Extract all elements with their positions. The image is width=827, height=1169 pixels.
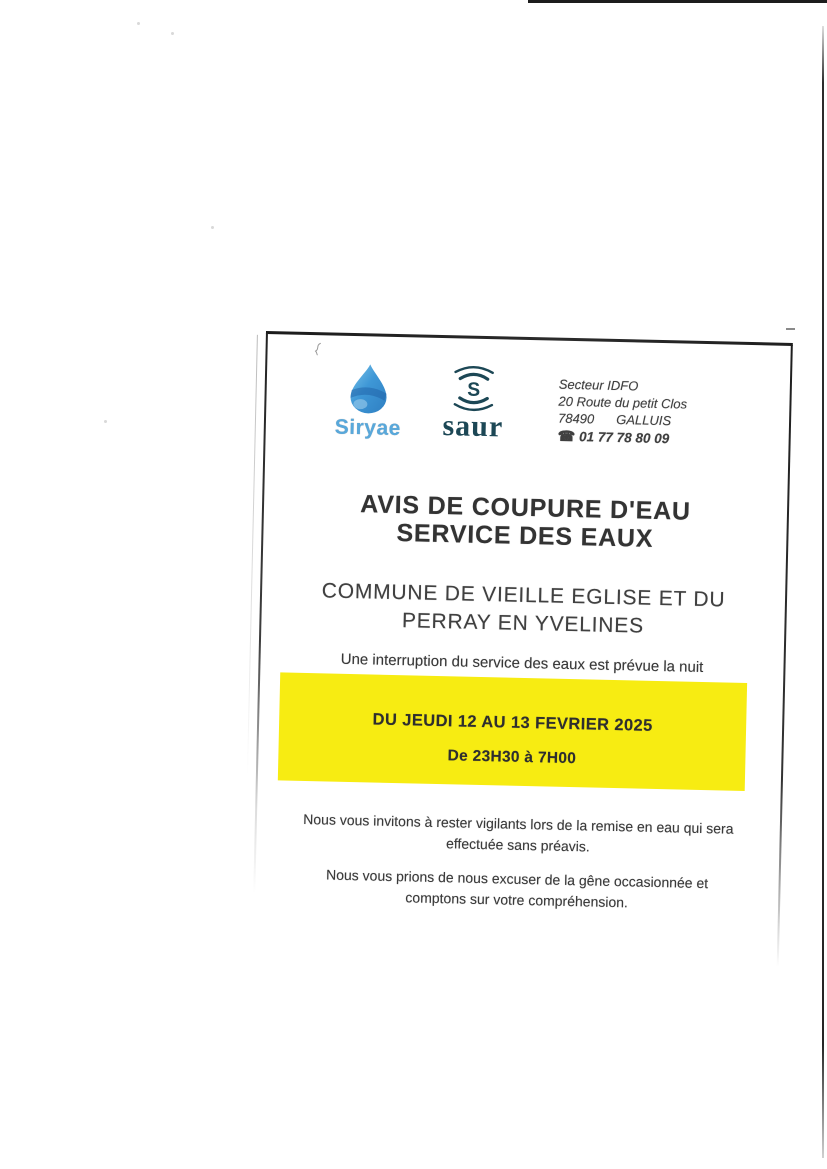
scan-artifact-mark (313, 342, 322, 356)
scanner-right-line (822, 26, 824, 1158)
apology-paragraph-line1: Nous vous prions de nous excuser de la gêne occasionnée et (325, 866, 709, 892)
scan-speck (137, 22, 140, 25)
saur-logo-icon (448, 362, 499, 413)
sheet-right-edge (777, 345, 793, 967)
phone-line (557, 428, 767, 450)
phone-number: 01 77 78 80 09 (578, 429, 670, 447)
outage-date-text: DU JEUDI 12 AU 13 FEVRIER 2025 (372, 710, 653, 735)
apology-paragraph (261, 863, 773, 917)
saur-wordmark: saur (442, 409, 504, 444)
highlighted-schedule-box (278, 672, 747, 791)
scan-speck (104, 420, 107, 423)
sheet-top-edge (266, 331, 793, 346)
notice-title-line1: AVIS DE COUPURE D'EAU (359, 490, 692, 526)
sector-name: Secteur IDFO (558, 376, 639, 394)
scanned-notice-sheet (251, 331, 793, 991)
scan-speck (171, 32, 174, 35)
address-city: GALLUIS (616, 411, 672, 429)
sector-address-block (557, 376, 769, 450)
scan-edge-streak (528, 0, 827, 3)
scan-speck (211, 226, 214, 229)
outage-time-text: De 23H30 à 7H00 (447, 747, 577, 768)
vigilance-paragraph-line2: effectuée sans préavis. (445, 835, 590, 855)
vigilance-paragraph (262, 808, 774, 862)
scan-tick-mark (786, 328, 795, 330)
vigilance-paragraph-line1: Nous vous invitons à rester vigilants lors de la remise en eau qui sera (303, 810, 734, 837)
commune-subtitle (259, 576, 787, 644)
svg-text:S: S (467, 378, 481, 401)
commune-line1: COMMUNE DE VIEILLE EGLISE ET DU (321, 579, 726, 612)
sheet-left-edge-shadow (247, 335, 258, 775)
apology-paragraph-line2: comptons sur votre compréhension. (405, 889, 629, 911)
siryae-waterdrop-icon (348, 363, 389, 416)
commune-line2: PERRAY EN YVELINES (401, 609, 645, 638)
notice-title (261, 488, 789, 556)
interruption-intro-text: Une interruption du service des eaux est prévue la nuit (340, 650, 704, 677)
siryae-wordmark: Siryae (334, 415, 402, 441)
address-postal-code: 78490 (557, 410, 595, 427)
telephone-icon: ☎ (557, 427, 576, 445)
address-street: 20 Route du petit Clos (558, 393, 688, 412)
notice-title-line2: SERVICE DES EAUX (396, 519, 654, 553)
